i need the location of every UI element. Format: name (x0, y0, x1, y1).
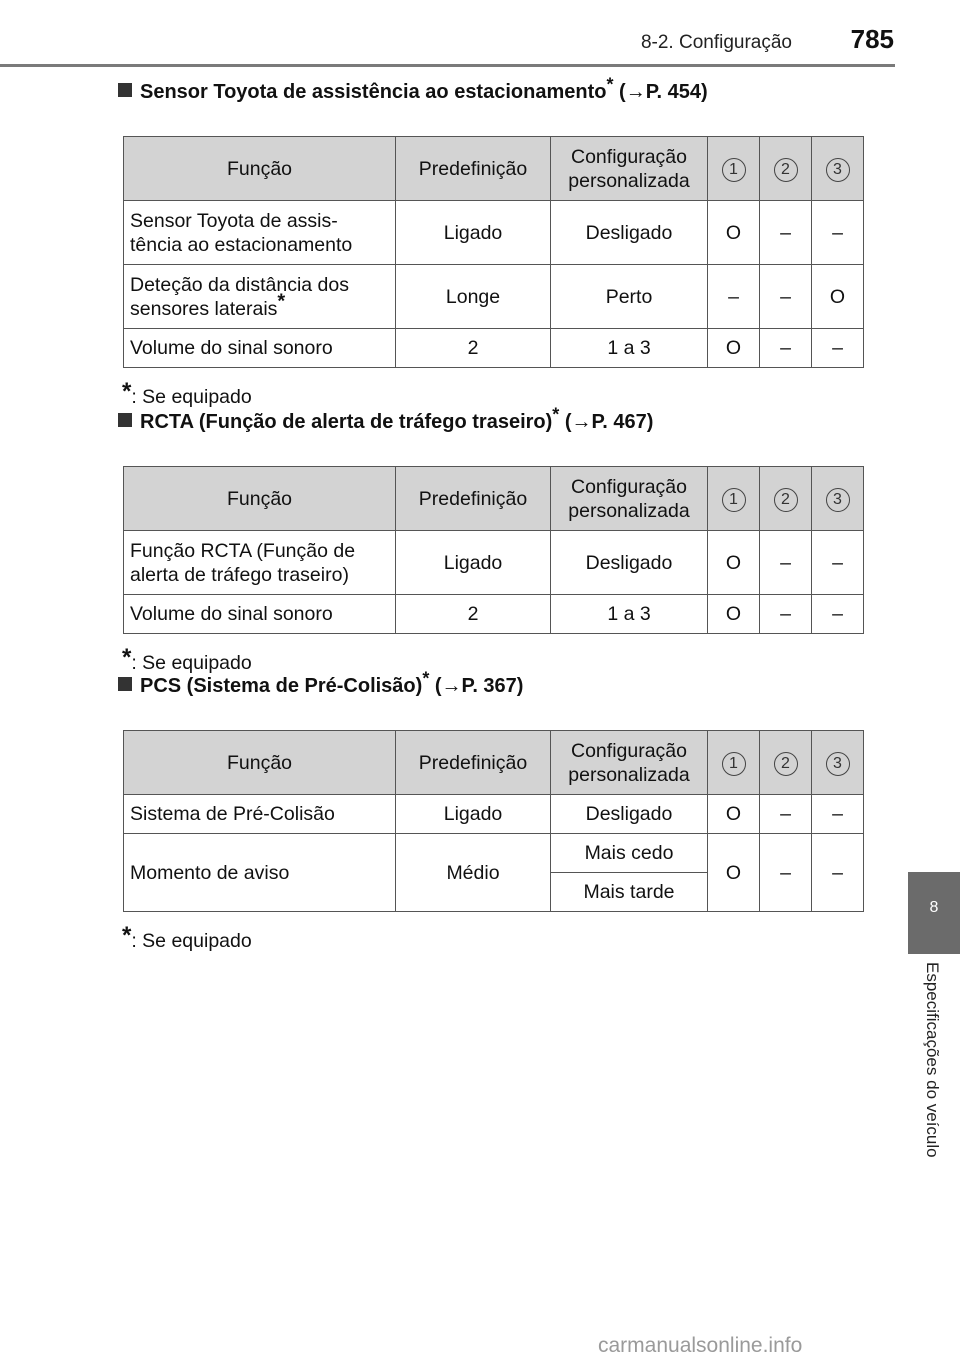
col-header-3 (812, 467, 864, 531)
col-header-function: Função (124, 137, 396, 201)
table-row (124, 595, 864, 634)
table-row (124, 531, 864, 595)
col-header-default: Predefinição (396, 467, 551, 531)
settings-table (123, 466, 864, 634)
section-rcta (116, 402, 876, 675)
col-header-custom: Configuração personalizada (551, 137, 708, 201)
col-header-default: Predefinição (396, 137, 551, 201)
table-row (124, 834, 864, 873)
watermark: carmanualsonline.info (598, 1334, 803, 1357)
footnote: *: Se equipado (122, 644, 252, 674)
cell-default: 2 (396, 329, 551, 368)
circle-2-icon: 2 (774, 158, 798, 182)
circle-3-icon: 3 (826, 158, 850, 182)
circle-3-icon: 3 (826, 488, 850, 512)
col-header-1 (708, 467, 760, 531)
cell-2: – (760, 834, 812, 912)
cell-3: – (812, 531, 864, 595)
settings-table (123, 730, 864, 912)
cell-2: – (760, 201, 812, 265)
cell-custom: Desligado (551, 531, 708, 595)
table-header-row (124, 137, 864, 201)
col-header-1 (708, 731, 760, 795)
cell-default: Ligado (396, 795, 551, 834)
col-header-function: Função (124, 467, 396, 531)
settings-table (123, 136, 864, 368)
cell-3: – (812, 834, 864, 912)
cell-function: Momento de aviso (124, 834, 396, 912)
cell-default: Ligado (396, 201, 551, 265)
cell-3: – (812, 201, 864, 265)
table-row (124, 265, 864, 329)
cell-custom: 1 a 3 (551, 595, 708, 634)
square-bullet-icon (118, 413, 132, 427)
col-header-3 (812, 137, 864, 201)
circle-3-icon: 3 (826, 752, 850, 776)
chapter-label: Especificações do veículo (923, 962, 942, 1158)
col-header-3 (812, 731, 864, 795)
table-header-row (124, 467, 864, 531)
cell-1: O (708, 834, 760, 912)
cell-3: – (812, 795, 864, 834)
cell-2: – (760, 531, 812, 595)
cell-default: 2 (396, 595, 551, 634)
cell-1: O (708, 795, 760, 834)
cell-custom: 1 a 3 (551, 329, 708, 368)
cell-3: O (812, 265, 864, 329)
header-rule (0, 64, 895, 67)
footnote: *: Se equipado (122, 922, 252, 952)
cell-3: – (812, 595, 864, 634)
cell-function: Sistema de Pré-Colisão (124, 795, 396, 834)
table-header-row (124, 731, 864, 795)
cell-1: – (708, 265, 760, 329)
section-heading: Sensor Toyota de assistência ao estacionamento* (→P. 454) (116, 72, 876, 112)
cell-1: O (708, 531, 760, 595)
cell-3: – (812, 329, 864, 368)
page-header (0, 0, 960, 66)
cell-custom-late: Mais tarde (551, 873, 708, 912)
page-reference: (→P. 367) (434, 675, 524, 697)
circle-2-icon: 2 (774, 488, 798, 512)
cell-function: Volume do sinal sonoro (124, 329, 396, 368)
cell-custom: Perto (551, 265, 708, 329)
cell-1: O (708, 201, 760, 265)
table-row (124, 201, 864, 265)
table-row (124, 795, 864, 834)
circle-1-icon: 1 (722, 488, 746, 512)
col-header-2 (760, 467, 812, 531)
cell-default: Médio (396, 834, 551, 912)
cell-default: Longe (396, 265, 551, 329)
circle-1-icon: 1 (722, 158, 746, 182)
cell-2: – (760, 795, 812, 834)
cell-2: – (760, 595, 812, 634)
cell-2: – (760, 329, 812, 368)
cell-function: Sensor Toyota de assis- tência ao estacionamento (124, 201, 396, 265)
col-header-2 (760, 137, 812, 201)
cell-custom-early: Mais cedo (551, 834, 708, 873)
cell-function: Volume do sinal sonoro (124, 595, 396, 634)
page-reference: (→P. 454) (619, 81, 708, 103)
col-header-custom: Configuração personalizada (551, 731, 708, 795)
col-header-function: Função (124, 731, 396, 795)
section-heading: RCTA (Função de alerta de tráfego traseiro)* (→P. 467) (116, 402, 876, 442)
cell-2: – (760, 265, 812, 329)
section-title: 8-2. Configuração (640, 32, 792, 53)
col-header-2 (760, 731, 812, 795)
col-header-default: Predefinição (396, 731, 551, 795)
col-header-custom: Configuração personalizada (551, 467, 708, 531)
page-reference: (→P. 467) (564, 411, 654, 433)
cell-default: Ligado (396, 531, 551, 595)
cell-custom: Desligado (551, 201, 708, 265)
section-parking-sensor (116, 72, 876, 409)
section-pcs (116, 666, 876, 953)
cell-1: O (708, 595, 760, 634)
table-row (124, 329, 864, 368)
footnote: *: Se equipado (122, 378, 252, 408)
circle-2-icon: 2 (774, 752, 798, 776)
square-bullet-icon (118, 83, 132, 97)
cell-1: O (708, 329, 760, 368)
cell-function: Deteção da distância dos sensores laterais* (124, 265, 396, 329)
chapter-tab: 8 (908, 872, 960, 954)
page-number: 785 (850, 24, 894, 54)
section-heading: PCS (Sistema de Pré-Colisão)* (→P. 367) (116, 666, 876, 706)
circle-1-icon: 1 (722, 752, 746, 776)
square-bullet-icon (118, 677, 132, 691)
col-header-1 (708, 137, 760, 201)
cell-function: Função RCTA (Função de alerta de tráfego traseiro) (124, 531, 396, 595)
cell-custom: Desligado (551, 795, 708, 834)
